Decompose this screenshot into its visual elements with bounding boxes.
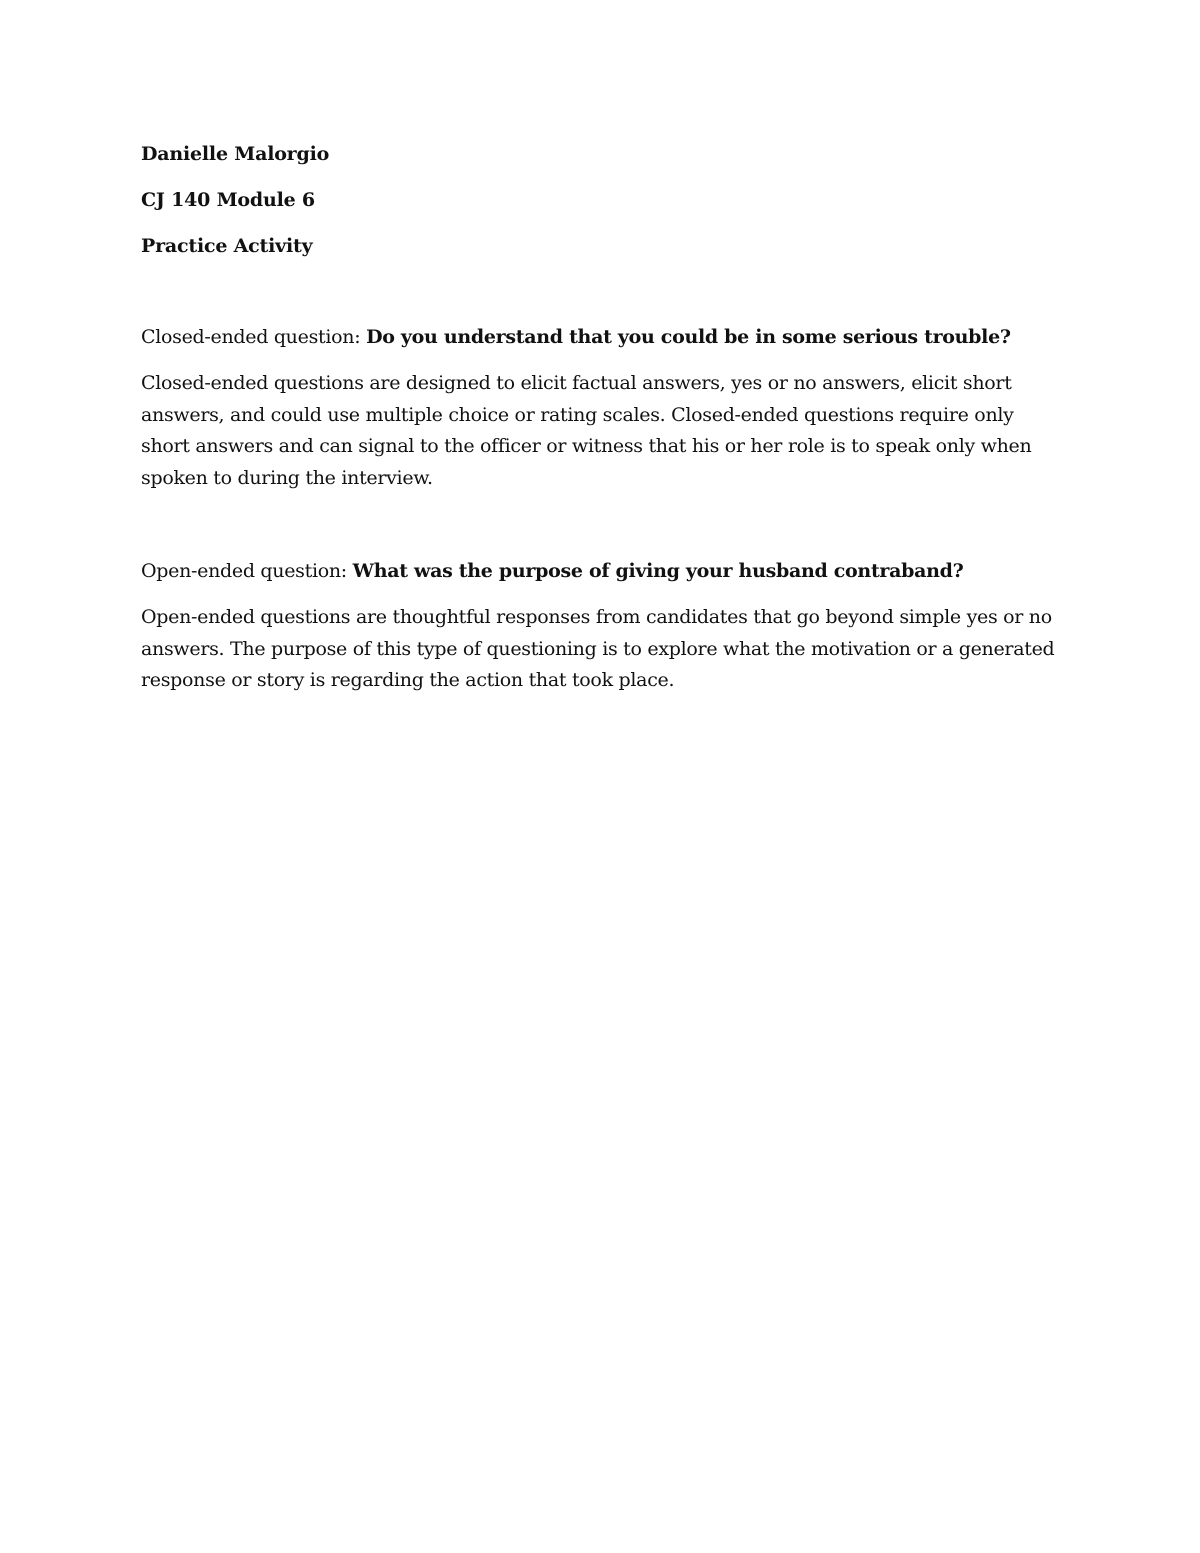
open-question-line [141, 557, 1061, 585]
closed-question-explanation: Closed-ended questions are designed to elicit factual answers, yes or no answers, elicit short answers, and could use multiple choice or rating scales. Closed-ended questions require only short answers and can signal to the officer or witness that his or her role is to speak only when spoken to during the interview. [141, 372, 1032, 489]
open-question-explanation: Open-ended questions are thoughtful responses from candidates that go beyond simple yes or no answers. The purpose of this type of questioning is to explore what the motivation or a generated response or story is regarding the action that took place. [141, 606, 1055, 691]
open-question-label: Open-ended question: [141, 560, 347, 582]
open-question-text: What was the purpose of giving your husband contraband? [352, 560, 964, 582]
closed-question-text: Do you understand that you could be in some serious trouble? [366, 326, 1011, 348]
closed-question-label: Closed-ended question: [141, 326, 361, 348]
course-title: CJ 140 Module 6 [141, 189, 315, 211]
assignment-title: Practice Activity [141, 235, 313, 257]
author-name: Danielle Malorgio [141, 143, 330, 165]
document-body [141, 140, 1061, 697]
closed-question-line [141, 323, 1061, 351]
